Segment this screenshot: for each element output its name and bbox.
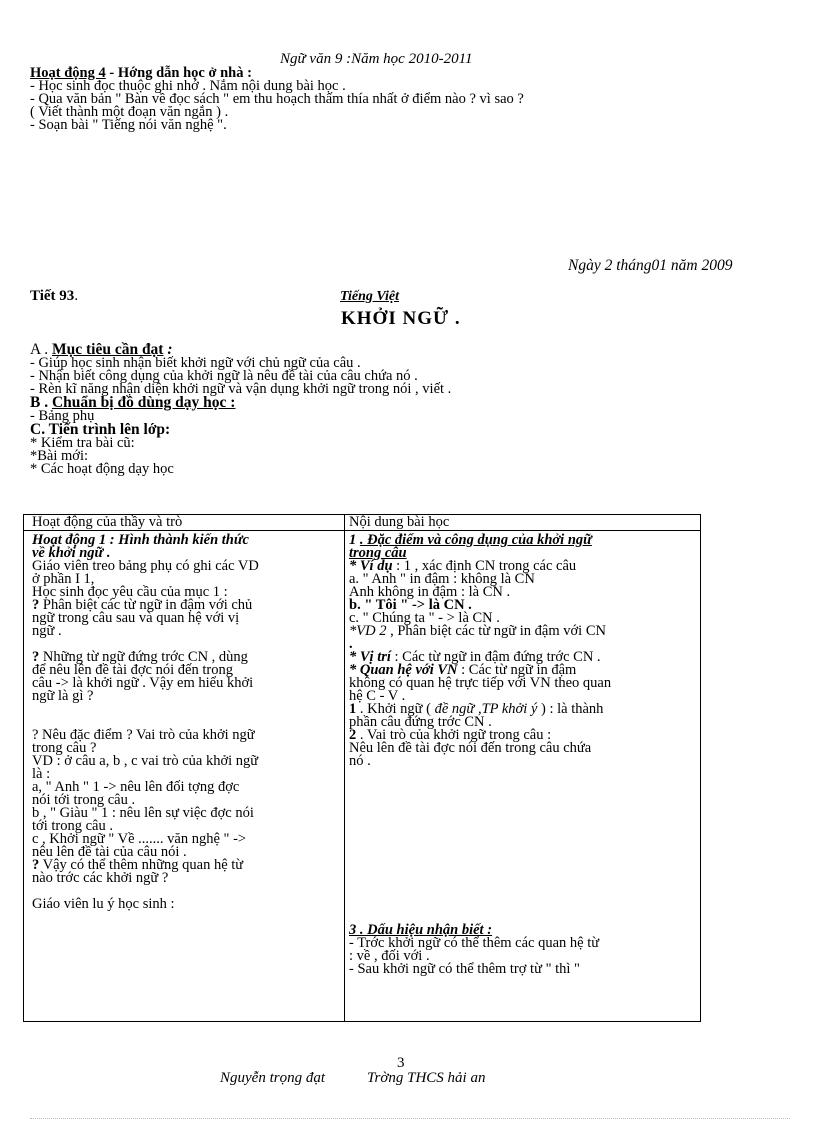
footer-author: Nguyễn trọng đạt <box>220 1070 325 1086</box>
table-line: c , Khởi ngữ " Về ....... văn nghệ " -> <box>32 831 247 847</box>
section-c-heading: C. Tiến trình lên lớp: <box>30 421 171 438</box>
question-line: ? Những từ ngữ đứng trớc CN , dùng <box>32 649 248 665</box>
lesson-title: KHỞI NGỮ . <box>341 308 461 329</box>
example-line: * Ví dụ : 1 , xác định CN trong các câu <box>349 558 577 574</box>
table-line: nêu lên đề tài của câu nói . <box>32 844 187 860</box>
page-footer <box>220 1072 485 1085</box>
table-line: Nêu lên đề tài đợc nói đến trong câu chứa <box>349 740 592 756</box>
page-header: Ngữ văn 9 :Năm học 2010-2011 <box>280 51 473 67</box>
table-line: - Sau khởi ngữ có thể thêm trợ từ " thì " <box>349 961 580 977</box>
table-line: b , " Giàu " 1 : nêu lên sự việc đợc nói <box>32 805 254 821</box>
lesson-subject: Tiếng Việt <box>340 289 399 304</box>
question-line: ? Nêu đặc điểm ? Vai trò của khởi ngữ <box>32 727 255 743</box>
table-line: : về , đối với . <box>349 948 430 964</box>
table-line: ngữ là gì ? <box>32 688 94 704</box>
table-line: - Trớc khởi ngữ có thể thêm các quan hệ từ <box>349 935 600 951</box>
table-line: hệ C - V . <box>349 688 406 704</box>
homework-line: - Soạn bài " Tiếng nói văn nghệ ". <box>30 117 227 133</box>
table-line: Giáo viên treo bảng phụ có ghi các VD <box>32 558 259 574</box>
table-line: ngữ . <box>32 623 62 639</box>
table-line: câu -> là khởi ngữ . Vậy em hiểu khởi <box>32 675 254 691</box>
lesson-date: Ngày 2 tháng01 năm 2009 <box>568 257 733 274</box>
procedure-line: *Bài mới: <box>30 448 89 464</box>
table-line: không có quan hệ trực tiếp với VN theo quan <box>349 675 612 691</box>
activity-1-heading-cont: về khởi ngữ . <box>32 545 111 561</box>
page-bottom-border <box>30 1118 790 1119</box>
table-line: phần câu đứng trớc CN . <box>349 714 492 730</box>
lesson-period: Tiết 93. <box>30 288 79 304</box>
lesson-table <box>23 514 701 1022</box>
page-number: 3 <box>397 1055 405 1071</box>
table-line: là : <box>32 766 51 782</box>
question-line: ? Phân biệt các từ ngữ in đậm với chủ <box>32 597 253 613</box>
teacher-activity-column <box>32 534 338 911</box>
table-line: b. " Tôi " -> là CN . <box>349 597 472 613</box>
table-line: nói tới trong câu . <box>32 792 136 808</box>
table-line: . <box>349 636 353 652</box>
table-line: để nêu lên đề tài đợc nói đến trong <box>32 662 233 678</box>
procedure-line: * Kiểm tra bài cũ: <box>30 435 135 451</box>
header-lesson-content: Nội dung bài học <box>349 514 450 530</box>
column-divider <box>344 515 345 1021</box>
table-line: a. " Anh " in đậm : không là CN <box>349 571 535 587</box>
lesson-sections <box>30 343 730 476</box>
table-line: c. " Chúng ta " - > là CN . <box>349 610 500 626</box>
homework-line: - Học sinh đọc thuộc ghi nhớ . Nắm nội dung bài học . <box>30 78 346 94</box>
table-line: nào trớc các khởi ngữ ? <box>32 870 169 886</box>
table-line: Học sinh đọc yêu cầu của mục 1 : <box>32 584 228 600</box>
section-b-heading: B . Chuẩn bị đồ dùng dạy học : <box>30 394 236 411</box>
activity-4-heading: Hoạt động 4 - Hớng dẫn học ở nhà : <box>30 65 252 81</box>
objective-line: - Rèn kĩ năng nhận diện khởi ngữ và vận dụng khởi ngữ trong nói , viết . <box>30 381 452 397</box>
role-line: 2 . Vai trò của khởi ngữ trong câu : <box>349 727 552 743</box>
homework-line: ( Viết thành một đoạn văn ngắn ) . <box>30 104 229 120</box>
activity-1-heading: Hoạt động 1 : Hình thành kiến thức <box>32 532 249 548</box>
table-line: a, " Anh " 1 -> nêu lên đối tợng đợc <box>32 779 240 795</box>
table-line: Giáo viên lu ý học sinh : <box>32 896 175 912</box>
relation-line: * Quan hệ với VN : Các từ ngữ in đậm <box>349 662 577 678</box>
definition-line: 1 . Khởi ngữ ( đề ngữ ,TP khởi ý ) : là thành <box>349 701 604 717</box>
table-line: VD : ở câu a, b , c vai trò của khởi ngữ <box>32 753 259 769</box>
header-teacher-activity: Hoạt động của thầy và trò <box>32 514 183 530</box>
table-line: tới trong câu . <box>32 818 113 834</box>
footer-school: Trờng THCS hải an <box>367 1070 486 1086</box>
activity-4-block <box>30 67 730 132</box>
lesson-content-column <box>349 534 697 976</box>
table-header-row <box>24 515 700 531</box>
section-1-heading: 1 . Đặc điểm và công dụng của khởi ngữ <box>349 532 592 548</box>
table-line: ngữ trong câu sau và quan hệ với vị <box>32 610 240 626</box>
procedure-line: * Các hoạt động dạy học <box>30 461 174 477</box>
example-2-line: *VD 2 , Phân biệt các từ ngữ in đậm với CN <box>349 623 606 639</box>
table-line: Anh không in đậm : là CN . <box>349 584 511 600</box>
table-line: trong câu ? <box>32 740 97 756</box>
section-1-heading-cont: trong câu <box>349 545 407 561</box>
table-line: nó . <box>349 753 371 769</box>
question-line: ? Vậy có thể thêm những quan hệ từ <box>32 857 244 873</box>
homework-line: - Qua văn bản " Bàn về đọc sách " em thu hoạch thấm thía nhất ở điểm nào ? vì sao ? <box>30 91 524 107</box>
objective-line: - Nhận biết công dụng của khởi ngữ là nêu đề tài của câu chứa nó . <box>30 368 418 384</box>
table-line: ở phần I 1, <box>32 571 95 587</box>
preparation-line: - Bảng phụ <box>30 408 95 424</box>
section-3-heading: 3 . Dấu hiệu nhận biết : <box>349 922 493 938</box>
position-line: * Vị trí : Các từ ngữ in đậm đứng trớc CN . <box>349 649 601 665</box>
objective-line: - Giúp học sinh nhận biết khởi ngữ với chủ ngữ của câu . <box>30 355 361 371</box>
section-a-heading: A . Mục tiêu cần đạt : <box>30 341 173 358</box>
